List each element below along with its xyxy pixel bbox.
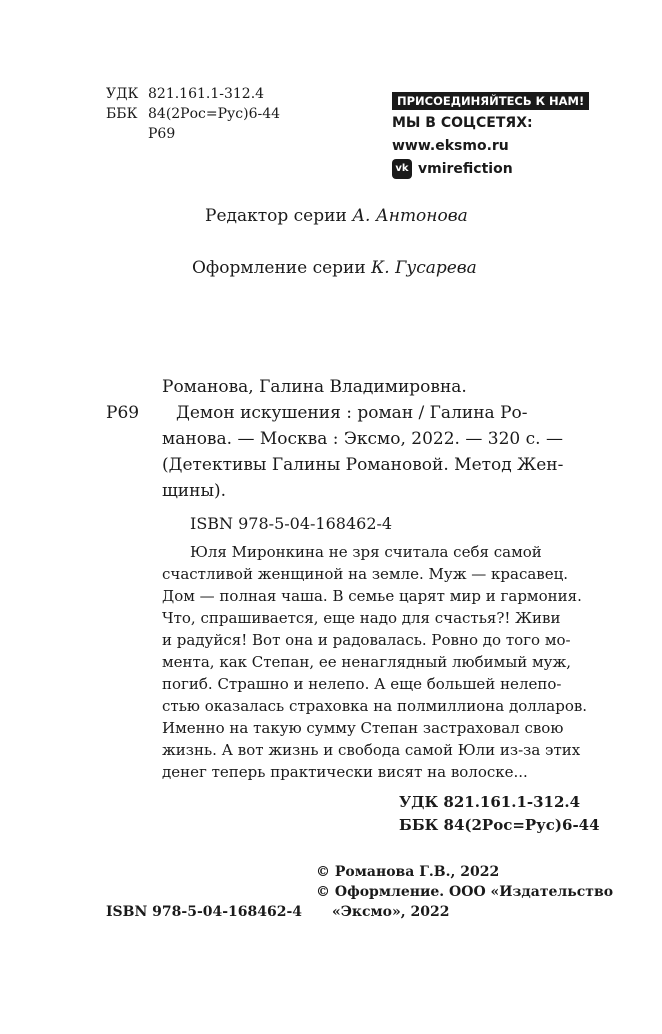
udk-value: 821.161.1-312.4	[148, 86, 265, 102]
biblio-author: Романова, Галина Владимировна.	[162, 377, 467, 397]
codes-block	[399, 791, 600, 837]
design-name: К. Гусарева	[371, 258, 477, 278]
isbn-bottom: ISBN 978-5-04-168462-4	[106, 904, 303, 920]
abstract-line: Что, спрашивается, еще надо для счастья?! Живи	[162, 609, 561, 627]
classification-block	[106, 84, 280, 144]
abstract-line: Дом — полная чаша. В семье царят мир и гармония.	[162, 587, 582, 605]
author-sign: Р69	[148, 126, 176, 142]
join-text: ПРИСОЕДИНЯЙТЕСЬ К НАМ!	[392, 92, 589, 110]
social-block	[392, 90, 589, 181]
udk-row	[106, 84, 280, 104]
abstract-line: мента, как Степан, ее ненаглядный любимый муж,	[162, 653, 572, 671]
biblio-sign: Р69	[106, 403, 140, 423]
design-credit	[192, 258, 477, 278]
vk-handle[interactable]: vmirefiction	[418, 161, 513, 177]
abstract-line: денег теперь практически висят на волоске...	[162, 763, 528, 781]
editor-name: А. Антонова	[352, 206, 468, 226]
biblio-line-3: (Детективы Галины Романовой. Метод Жен-	[162, 455, 564, 475]
vk-row[interactable]	[392, 158, 589, 181]
biblio-isbn: ISBN 978-5-04-168462-4	[190, 514, 393, 533]
copyright-design: © Оформление. ООО «Издательство	[316, 884, 614, 900]
udk-code: УДК 821.161.1-312.4	[399, 793, 581, 811]
bbk-value: 84(2Рос=Рус)6-44	[148, 106, 281, 122]
editor-label: Редактор серии	[205, 206, 347, 226]
join-banner	[392, 90, 589, 110]
design-label: Оформление серии	[192, 258, 366, 278]
biblio-line-1: Демон искушения : роман / Галина Ро-	[176, 403, 528, 423]
abstract	[162, 541, 602, 783]
copyright-block	[316, 862, 613, 922]
biblio-line-4: щины).	[162, 481, 227, 501]
abstract-line: погиб. Страшно и нелепо. А еще большей нелепо-	[162, 675, 562, 693]
social-heading: МЫ В СОЦСЕТЯХ:	[392, 115, 533, 131]
editor-credit	[205, 206, 468, 226]
bbk-row	[106, 104, 280, 124]
abstract-line: стью оказалась страховка на полмиллиона долларов.	[162, 697, 588, 715]
biblio-line-2: манова. — Москва : Эксмо, 2022. — 320 с. —	[162, 429, 563, 449]
author-sign-row	[106, 124, 280, 144]
abstract-line: Юля Миронкина не зря считала себя самой	[190, 543, 542, 561]
abstract-line: жизнь. А вот жизнь и свобода самой Юли из-за этих	[162, 741, 581, 759]
bbk-code: ББК 84(2Рос=Рус)6-44	[399, 816, 600, 834]
copyright-design-cont: «Эксмо», 2022	[332, 904, 450, 920]
abstract-line: Именно на такую сумму Степан застраховал свою	[162, 719, 564, 737]
bbk-label: ББК	[106, 106, 138, 122]
vk-icon: vk	[392, 159, 412, 179]
udk-label: УДК	[106, 86, 139, 102]
copyright-author: © Романова Г.В., 2022	[316, 864, 500, 880]
abstract-line: и радуйся! Вот она и радовалась. Ровно до того мо-	[162, 631, 571, 649]
website-link[interactable]: www.eksmo.ru	[392, 138, 509, 154]
abstract-line: счастливой женщиной на земле. Муж — красавец.	[162, 565, 569, 583]
